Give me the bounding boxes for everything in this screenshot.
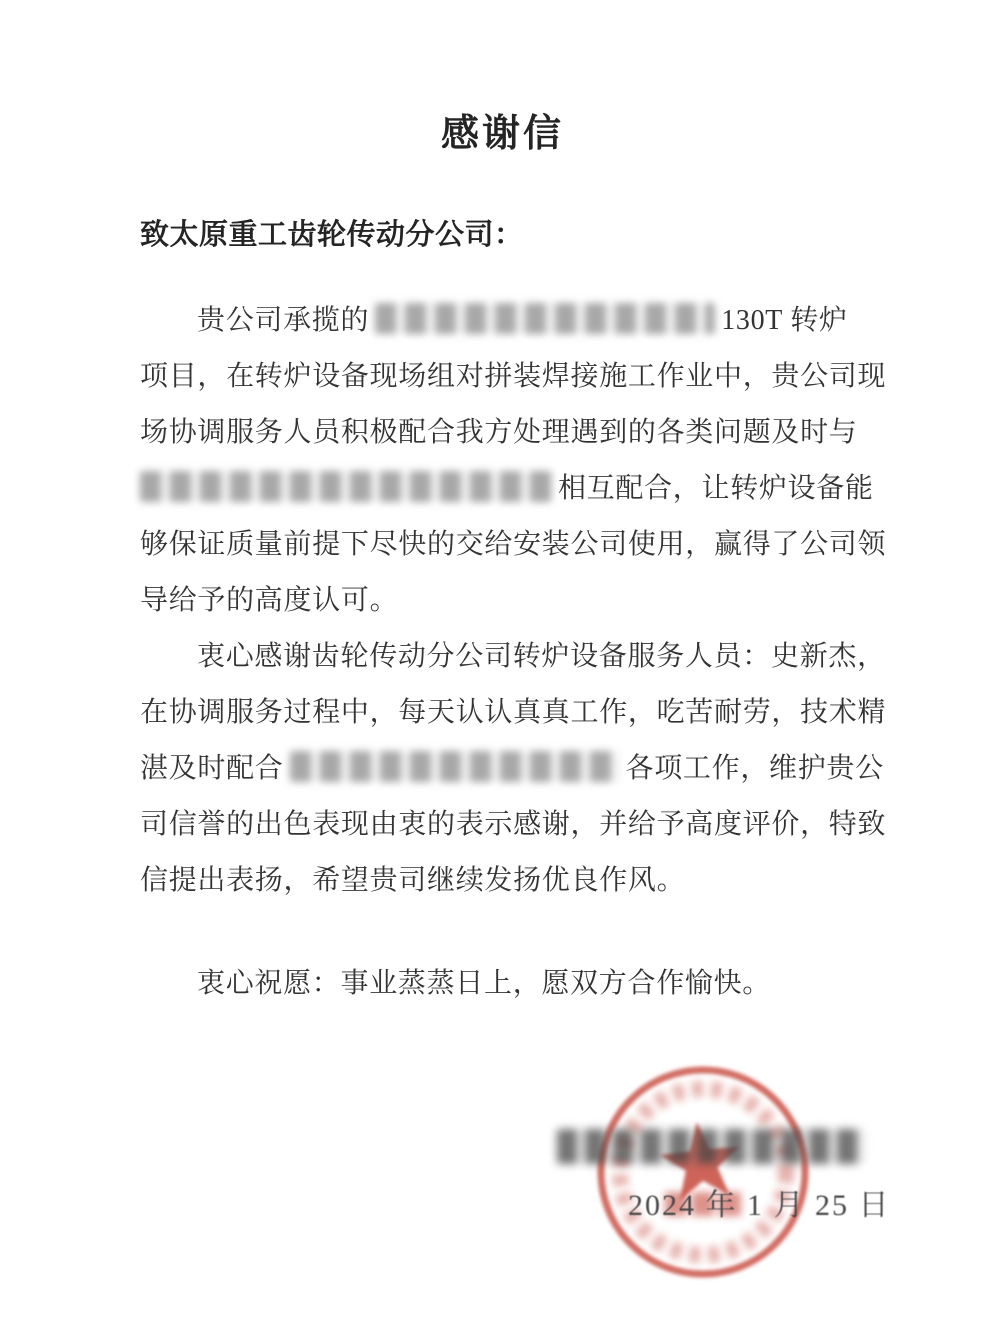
paragraph-line: 衷心感谢齿轮传动分公司转炉设备服务人员：史新杰， [197,641,886,672]
official-seal-stamp [583,1052,823,1292]
redacted-text [140,471,552,502]
line-text: 各项工作，维护贵公 [625,753,884,784]
closing-wish-block [140,962,892,1018]
line-text: 130T 转炉 [721,305,848,336]
paragraph-line: 场协调服务人员积极配合我方处理遇到的各类问题及时与 [140,417,858,448]
signature-org-redacted [557,1129,865,1164]
salutation: 致太原重工齿轮传动分公司： [140,219,524,251]
line-text: 湛及时配合 [140,753,284,784]
paragraph-line: 信提出表扬，希望贵司继续发扬优良作风。 [140,865,686,896]
paragraph-line: 导给予的高度认可。 [140,585,399,616]
paragraph-line [140,299,892,355]
line-text: 相互配合，让转炉设备能 [558,473,874,504]
paragraph-line: 司信誉的出色表现由衷的表示感谢，并给予高度评价，特致 [140,809,887,840]
redacted-text [375,303,715,334]
paragraph-line [140,467,892,523]
closing-wish: 衷心祝愿：事业蒸蒸日上，愿双方合作愉快。 [197,968,772,999]
letter-title: 感谢信 [440,113,564,155]
signature-date: 2024 年 1 月 25 日 [628,1189,891,1222]
paragraph-line: 项目，在转炉设备现场组对拼装焊接施工作业中，贵公司现 [140,361,887,392]
paragraph-line: 够保证质量前提下尽快的交给安装公司使用，赢得了公司领 [140,529,887,560]
paragraph-line [140,747,892,803]
line-text: 贵公司承揽的 [197,305,370,336]
redacted-text [290,751,620,782]
letter-body [140,299,892,915]
paragraph-line: 在协调服务过程中，每天认认真真工作，吃苦耐劳，技术精 [140,697,887,728]
